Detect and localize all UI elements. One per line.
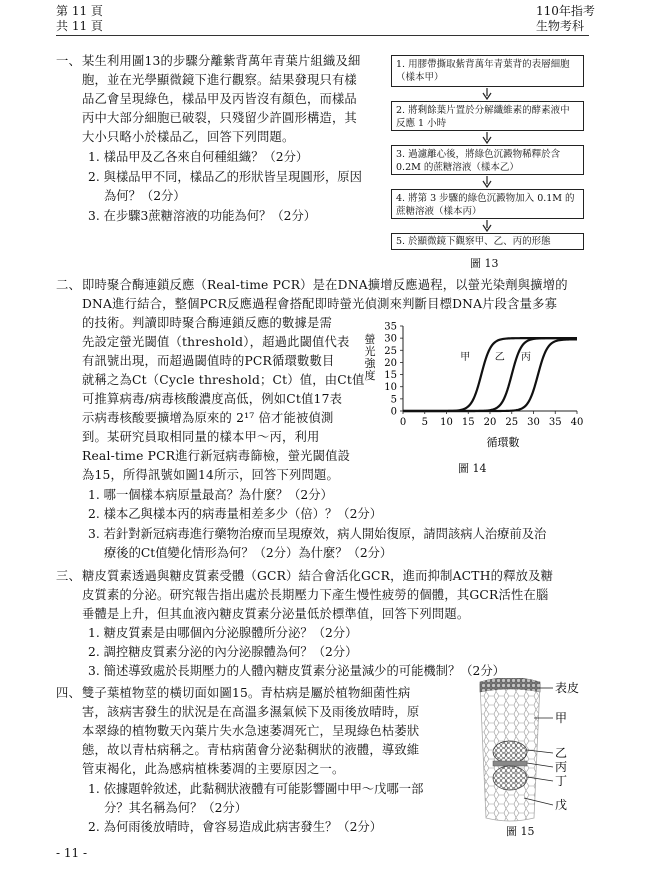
label-ding: 丁 — [555, 774, 568, 788]
q1-line: 胞，並在光學顯微鏡下進行觀察。結果發現只有樣 — [82, 73, 357, 87]
q3-number: 三、 — [56, 569, 81, 583]
chart-ylabel-char: 度 — [364, 369, 376, 382]
total-pages-header: 共 11 頁 — [56, 19, 103, 33]
x-tick-label: 20 — [483, 417, 497, 428]
q2-sub3a: 3. 若針對新冠病毒進行藥物治療而呈現療效，病人開始復原，請問該病人治療前及治 — [88, 527, 547, 541]
x-tick-label: 10 — [440, 417, 453, 428]
q1-sub3: 3. 在步驟3蔗糖溶液的功能為何？（2分） — [88, 209, 317, 223]
chart-ylabel-char: 強 — [364, 357, 376, 370]
q2-line: 的技術。判讀即時聚合酶連鎖反應的數據是需 — [82, 316, 332, 330]
q1-line: 大小只略小於樣品乙，回答下列問題。 — [82, 130, 295, 144]
q2-line: 為15，所得訊號如圖14所示，回答下列問題。 — [82, 468, 340, 482]
exam-subject: 生物考科 — [536, 19, 585, 33]
q1-number: 一、 — [56, 54, 81, 68]
q2-line: 有訊號出現，而超過閾值時的PCR循環數數目 — [82, 354, 335, 368]
page-number-header: 第 11 頁 — [56, 4, 103, 18]
xylem-region — [493, 766, 527, 790]
x-tick-label: 30 — [527, 417, 540, 428]
q2-line: 先設定螢光閾值（threshold），超過此閾值代表 — [82, 335, 350, 349]
flow-arrow — [482, 88, 492, 100]
x-tick-label: 15 — [461, 417, 475, 428]
q2-line: 可推算病毒/病毒核酸濃度高低，例如Ct值17表 — [82, 392, 343, 406]
q4-line: 本翠綠的植物數天內葉片失水急速萎凋死亡，呈現綠色枯萎狀 — [82, 724, 420, 738]
chart-ylabel-char: 螢 — [364, 333, 376, 346]
flow-step-2: 2. 將剩餘葉片置於分解纖維素的酵素液中反應 1 小時 — [391, 101, 584, 131]
q1-line: 丙中大部分細胞已破裂，只殘留少許圓形構造，其 — [82, 111, 357, 125]
q2-line: 即時聚合酶連鎖反應（Real-time PCR）是在DNA擴增反應過程，以螢光染劑與擴增的 — [82, 278, 568, 292]
q2-line: Real-time PCR進行新冠病毒篩檢，螢光閾值設 — [82, 449, 351, 463]
y-tick-label: 10 — [384, 382, 397, 394]
q4-line: 管束褐化，此為感病植株萎凋的主要原因之一。 — [82, 762, 345, 776]
q2-sub1: 1. 哪一個樣本病原量最高？為什麼？（2分） — [88, 488, 333, 502]
x-tick-label: 35 — [548, 417, 562, 428]
flow-arrow — [482, 132, 492, 144]
q1-sub2b: 為何？（2分） — [104, 189, 186, 203]
flow-step-3: 3. 過濾離心後，將綠色沉澱物稀釋於含 0.2M 的蔗糖溶液（樣本乙） — [391, 145, 584, 175]
q1-line: 某生利用圖13的步驟分離紫背萬年青葉片組織及細 — [82, 54, 361, 68]
x-tick-label: 40 — [570, 417, 584, 428]
series-label: 甲 — [460, 352, 471, 363]
q2-sub2: 2. 樣本乙與樣本丙的病毒量相差多少（倍）？（2分） — [88, 507, 382, 521]
y-tick-label: 5 — [390, 394, 397, 406]
exam-title: 110年指考 — [536, 4, 595, 18]
y-tick-label: 30 — [384, 333, 397, 345]
x-tick-label: 0 — [399, 417, 407, 428]
q1-stem — [82, 52, 360, 147]
y-tick-label: 0 — [390, 406, 397, 418]
flow-step-5: 5. 於顯微鏡下觀察甲、乙、丙的形態 — [391, 233, 584, 250]
q3-stem — [82, 567, 553, 624]
flow-arrow — [482, 220, 492, 232]
pcr-chart — [360, 318, 594, 478]
q3-sub2: 2. 調控糖皮質素分泌的內分泌腺體為何？（2分） — [88, 645, 358, 659]
q1-line: 品乙會呈現綠色，樣品甲及丙皆沒有顏色，而樣品 — [82, 92, 357, 106]
flow-arrow — [482, 176, 492, 188]
phloem-region — [493, 741, 527, 763]
q3-line: 垂體是上升，但其血液內糖皮質素分泌量低於標準值，回答下列問題。 — [82, 607, 470, 621]
q2-line: DNA進行結合，整個PCR反應過程會搭配即時螢光偵測來判斷目標DNA片段含量多寡 — [82, 297, 558, 311]
q2-line: 示病毒核酸要擴增為原來的 2¹⁷ 倍才能被偵測 — [82, 411, 334, 425]
label-bing: 丙 — [555, 760, 568, 774]
y-tick-label: 35 — [384, 321, 397, 333]
figure-13-caption: 圖 13 — [470, 257, 499, 270]
q1-sub2a: 2. 與樣品甲不同，樣品乙的形狀皆呈現圓形，原因 — [88, 170, 362, 184]
figure-14-caption: 圖 14 — [458, 462, 487, 475]
q2-sub3b: 療後的Ct值變化情形為何？（2分）為什麼？（2分） — [104, 546, 393, 560]
flow-step-1: 1. 用膠帶撕取紫背萬年青葉背的表層細胞（樣本甲） — [391, 55, 584, 87]
label-yi: 乙 — [555, 746, 568, 760]
chart-series — [403, 338, 577, 411]
flow-step-4: 4. 將第 3 步驟的綠色沉澱物加入 0.1M 的蔗糖溶液（樣本丙） — [391, 189, 584, 219]
q3-sub3: 3. 簡述導致處於長期壓力的人體內糖皮質素分泌量減少的可能機制？（2分） — [88, 664, 505, 678]
series-label: 丙 — [520, 352, 531, 363]
y-tick-label: 25 — [384, 345, 397, 357]
q3-sub1: 1. 糖皮質素是由哪個內分泌腺體所分泌？（2分） — [88, 626, 358, 640]
q4-number: 四、 — [56, 686, 81, 700]
q2-number: 二、 — [56, 278, 81, 292]
x-tick-label: 25 — [505, 417, 519, 428]
stem-cross-section — [476, 678, 596, 824]
q2-line: 到。某研究員取相同量的樣本甲～丙，利用 — [82, 430, 320, 444]
y-tick-label: 15 — [384, 370, 397, 382]
q4-stem — [82, 684, 419, 779]
q3-line: 皮質素的分泌。研究報告指出處於長期壓力下產生慢性疲勞的個體，其GCR活性在腦 — [82, 588, 549, 602]
q4-line: 雙子葉植物莖的橫切面如圖15。青枯病是屬於植物細菌性病 — [82, 686, 411, 700]
header-rule — [56, 35, 589, 36]
label-epidermis: 表皮 — [555, 681, 580, 695]
q4-line: 態，故以青枯病稱之。青枯病菌會分泌黏稠狀的液體，導致維 — [82, 743, 420, 757]
q4-sub1a: 1. 依據題幹敘述，此黏稠狀液體有可能影響圖中甲～戊哪一部 — [88, 782, 424, 796]
y-tick-label: 20 — [384, 357, 397, 369]
q1-sub1: 1. 樣品甲及乙各來自何種組織？（2分） — [88, 150, 309, 164]
chart-xlabel: 循環數 — [486, 436, 520, 449]
q3-line: 糖皮質素透過與糖皮質素受體（GCR）結合會活化GCR，進而抑制ACTH的釋放及糖 — [82, 569, 554, 583]
label-jia: 甲 — [555, 711, 568, 725]
series-curve-甲 — [403, 338, 577, 411]
cambium-layer — [493, 761, 527, 766]
x-tick-label: 5 — [421, 417, 428, 428]
label-wu: 戊 — [555, 798, 568, 812]
footer-page-number: - 11 - — [56, 846, 88, 860]
q4-line: 害，該病害發生的狀況是在高溫多濕氣候下及雨後放晴時，原 — [82, 705, 420, 719]
q4-sub1b: 分？其名稱為何？（2分） — [104, 801, 248, 815]
chart-ylabel-char: 光 — [364, 345, 376, 358]
series-label: 乙 — [494, 352, 505, 363]
q2-line: 就稱之為Ct（Cycle threshold；Ct）值，由Ct值 — [82, 373, 365, 387]
q4-sub2: 2. 為何雨後放晴時，會容易造成此病害發生？（2分） — [88, 820, 382, 834]
figure-15-caption: 圖 15 — [506, 825, 535, 838]
